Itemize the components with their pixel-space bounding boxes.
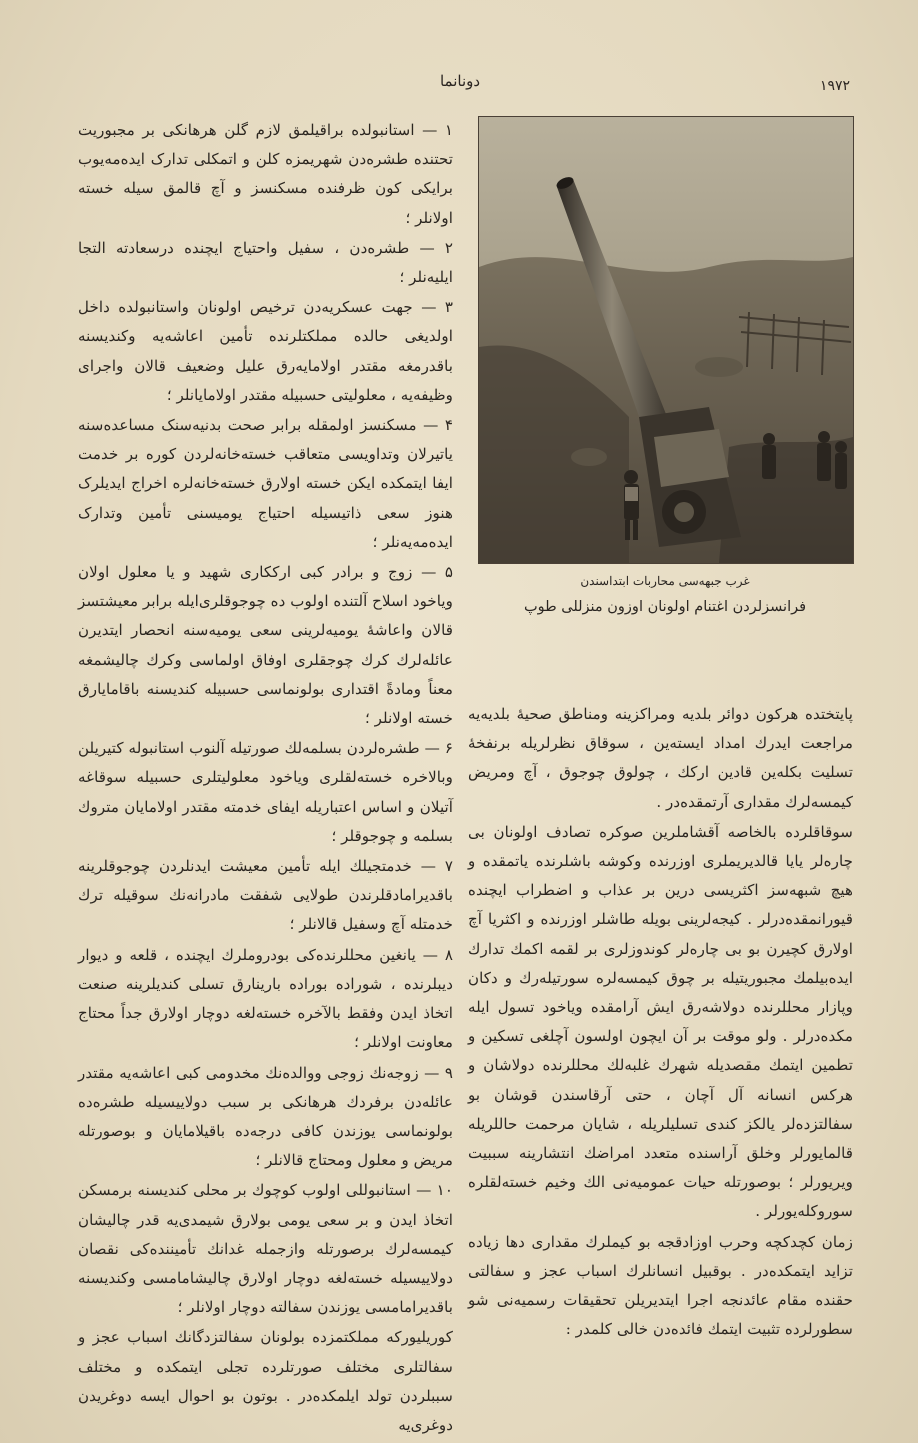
left-paragraph-8: ۸ — یانغین محللرنده‌کی بودروملرك ایچنده ، قلعه و دیوار دیبلرنده ، شوراده بوراده بارینارق تسلی کندیلرینه صنعت اتخاذ ایدن وفقط بالآخره خسته‌لغه دوچار اولارق جداً محتاج معاونت اولانلر ؛ [78,945,453,1052]
left-paragraph-6: ۶ — طشره‌لردن بسلمه‌لك صورتیله آلنوب استانبوله کتیریلن وبالاخره خسته‌لقلری ویاخود معلولیتلری حسبیله سوقاغه آتیلان و اساس اعتباریله ایفای خدمته مقتدر اولامایان متروك بسلمه و چوجوقلر ؛ [78,739,453,845]
left-paragraph-10: ۱۰ — استانبوللی اولوب کوچوك بر محلی کندیسنه برمسکن اتخاذ ایدن و بر سعی یومی بولارق شیمدی‌یه قدر چالیشان کیمسه‌لرك برصورتله وازجمله غدانك تأمیننده‌کی نقصان دولاییسیله خسته‌لغه دوچار اولارق چالیشامامسی وکندیسنه باقدیرامامسی یوزندن سفالته دوچار اولانلر ؛ [78,1181,453,1317]
running-header-title: دونانما [439,72,481,90]
right-column [468,700,853,1345]
page-number: ۱۹۷۲ [819,78,850,94]
left-paragraph-7: ۷ — خدمتجیلك ایله تأمین معیشت ایدنلردن چوجوقلرینه باقدیرامادقلرندن طولایی شفقت مادرانه‌نك سوقیله ترك خدمتله آچ وسفیل قالانلر ؛ [78,857,453,934]
left-paragraph-2: ۲ — طشره‌دن ، سفیل واحتیاج ایچنده درسعادته التجا ایلیه‌نلر ؛ [78,238,453,287]
artillery-gun-photo [478,116,854,564]
caption-line-2: فرانسزلردن اغتنام اولونان اوزون منزللی طوپ [523,599,807,615]
right-paragraph-3: زمان کچدکچه وحرب اوزادقجه بو کیملرك مقداری دها زیاده تزاید ایتمکده‌در . بوقبیل انسانلرك اسباب عجز و سفالتی حقنده مقام عائدنجه اجرا ایتدیریلن تحقیقات رسمیه‌نی شو سطورلرده تثبیت ایتمك فائده‌دن خالی کلمدر : [468,1232,853,1339]
left-paragraph-11: کوریلیورکه مملکتمزده بولونان سفالتزدگانك اسباب عجز و سفالتلری مختلف صورتلرده تجلی ایتمکده و مختلف سببلردن تولد ایلمکده‌در . بوتون بو احوال ایسه دوغریدن دوغری‌یه [78,1328,453,1434]
right-paragraph-1: پایتختده هرکون دوائر بلدیه ومراکزینه ومناطق صحیهٔ بلدیه‌یه مراجعت ایدرك امداد ایسته‌ین ، سوقاق نظرلریله برنفخهٔ تسلیت بکله‌ین قادین ارکك ، چولوق چوجوق ، آچ ومریض کیمسه‌لرك مقداری آرتمقده‌در . [468,705,853,811]
artillery-gun-icon [479,117,853,563]
left-paragraph-3: ۳ — جهت عسکریه‌دن ترخیص اولونان واستانبولده داخل اولدیغی حالده مملکتلرنده تأمین اعاشه‌یه وکندیسنه باقدرمغه مقتدر اولامایه‌رق علیل وضعیف قالان واجرای وظیفه‌یه ، معلولیتی حسبیله مقتدر اولامایانلر ؛ [78,298,453,404]
photo-caption [478,568,852,620]
left-paragraph-4: ۴ — مسکنسز اولمقله برابر صحت بدنیه‌سنک مساعده‌سنه یاتیرلان وتداویسی متعاقب خسته‌خانه‌لردن کوره بر خدمت ایفا ایتمکده ایکن خسته اولارق خسته‌خانه‌لره اخراج ایدیلرک هنوز سعی ذاتیسیله احتیاج یومیسنی تأمین وتدارک ایده‌مه‌یه‌نلر ؛ [78,416,453,551]
caption-line-1: غرب جبهه‌سی محاربات ابتداسندن [580,574,750,588]
left-paragraph-5: ۵ — زوج و برادر کبی ارککاری شهید و یا معلول اولان ویاخود اسلاح آلتنده اولوب ده چوجوقلری‌ایله برابر معیشتسز قالان واعاشهٔ یومیه‌لرینی سعی یومیه‌سنه انحصار ایتدیرن عائله‌لرك کرك چوجقلری اوفاق اولماسی وکرك چالیشمغه معناً ومادةً اقتداری بولونماسی حسبیله کندیسنه باقامایارق خسته اولانلر ؛ [78,563,453,728]
left-paragraph-1: ۱ — استانبولده براقیلمق لازم گلن هرهانکی بر مجبوریت تحتنده طشره‌دن شهریمزه کلن و اتمکلی تدارک ایده‌مه‌یوب برایکی کون ظرفنده مسکنسز و آچ قالمق سیله خسته اولانلر ؛ [78,121,453,227]
left-paragraph-9: ۹ — زوجه‌نك زوجی ووالده‌نك مخدومی کبی اعاشه‌یه مقتدر عائله‌دن برفردك هرهانکی بر سبب دولاییسیله طشره‌ده بولونماسی یوزندن کافی درجه‌ده باقیلامایان و بوصورتله مریض و معلول ومحتاج قالانلر ؛ [78,1063,453,1170]
right-paragraph-2: سوقاقلرده بالخاصه آقشاملرین صوکره تصادف اولونان بی چاره‌لر یایا قالدیریملری اوزرنده وکوشه باشلرنده یاتمقده و هیچ شبهه‌سز اکثریسی درین بر عذاب و اضطراب ایچنده قیورانمقده‌درلر . کیجه‌لرینی بویله طاشلر اوزرنده و اکثریا آچ اولارق کچیرن بو بی چاره‌لر کوندوزلری بر لقمه اکمك تدارك ایده‌بیلمك مجبوریتیله بر چوق کیمسه‌لره سورتیله‌رك و دکان وپازار محللرنده دولاشه‌رق ایش آرامقده ویاخود تسول ایله مکده‌درلر . ولو موقت بر آن ایچون اولسون آچلغی تسکین و تطمین ایتمك مقصدیله شهرك غلبه‌لك محللرنده دولاشان و هرکس انسانه آل آچان ، حتی آرقاسندن قوشان بو سفالتزده‌لر یالکز کندی تسلیلریله ، شایان مرحمت حاللریله قالمایورلر وخلق آراسنده متعدد امراضك انتشارینه سببیت ویریورلر ؛ بوصورتله حیات عمومیه‌نی الك وخیم خسته‌لقلره سوروکله‌یورلر . [468,822,853,1221]
left-column [78,116,453,1441]
